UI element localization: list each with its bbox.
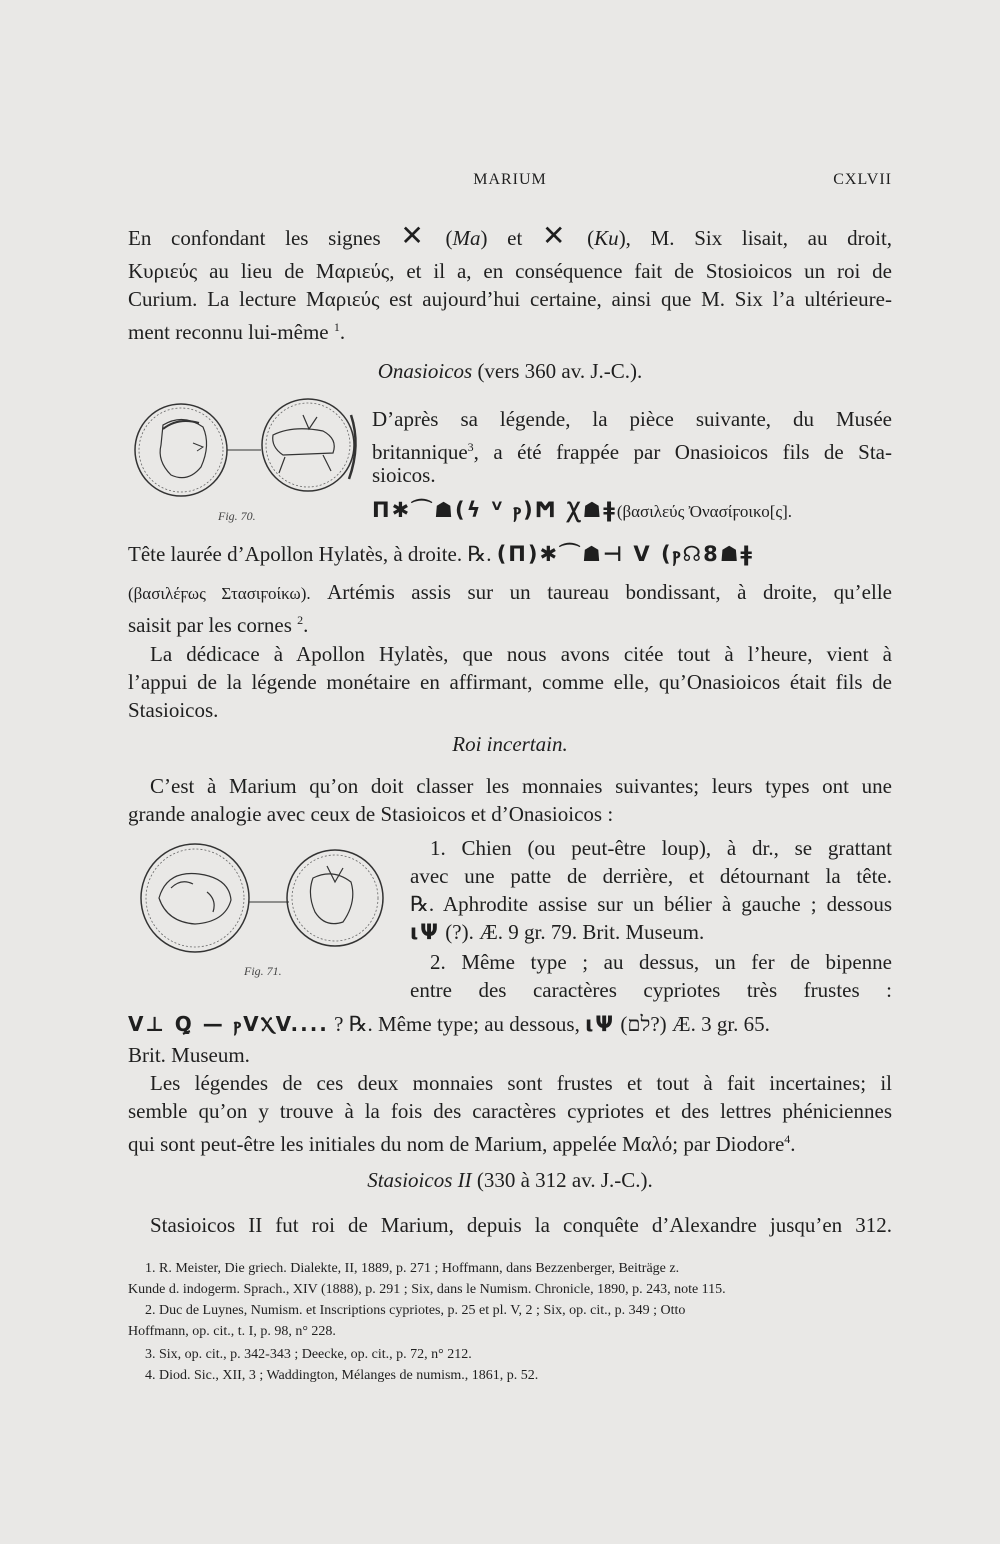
onasioicos-line6: (βασιλέϝως Στασιϝοίκω). Artémis assis sur un taureau bondissant, à droite, qu’elle [128, 580, 892, 604]
roi-conc-line3: qui sont peut-être les initiales du nom de Marium, appelée Μαλό; par Diodore$^4$. [128, 1132, 796, 1156]
para1-line2: Κυριεύς au lieu de Μαριεύς, et il a, en conséquence fait de Stosioicos un roi de [128, 259, 892, 283]
roi-item1-line4: ιΨ (?). Æ. 9 gr. 79. Brit. Museum. [410, 920, 705, 944]
stasioicos-ii-text: Stasioicos II fut roi de Marium, depuis la conquête d’Alexandre jusqu’en 312. [150, 1213, 892, 1237]
page-number: CXLVII [833, 171, 892, 188]
running-header [128, 171, 892, 201]
roi-item2-line4: Brit. Museum. [128, 1043, 250, 1067]
roi-conc-line1: Les légendes de ces deux monnaies sont frustes et tout à fait incertaines; il [150, 1071, 892, 1095]
onasioicos-line5: Tête laurée d’Apollon Hylatès, à droite. ℞. (Π)✱⌒☗⊣ V (ⲣ☊8☗ǂ [128, 542, 754, 566]
footnote-1-line2: Kunde d. indogerm. Sprach., XIV (1888), p. 291 ; Six, dans le Numism. Chronicle, 1890, p. 243, note 115. [128, 1282, 726, 1297]
para1-line4: ment reconnu lui-même $^1$. [128, 320, 346, 344]
footnote-4: 4. Diod. Sic., XII, 3 ; Waddington, Mélanges de numism., 1861, p. 52. [145, 1368, 539, 1383]
roi-item1-line1: 1. Chien (ou peut-être loup), à dr., se grattant [430, 836, 892, 860]
cypriot-legend-2: (Π)✱⌒☗⊣ V (ⲣ☊8☗ǂ [496, 542, 754, 566]
fig71-coins [137, 838, 387, 963]
dedicace-line2: l’appui de la légende monétaire en affirmant, comme elle, qu’Onasioicos était fils de [128, 670, 892, 694]
roi-item1-line3: ℞. Aphrodite assise sur un bélier à gauche ; dessous [410, 892, 892, 916]
footnote-ref-3: 3 [467, 440, 474, 454]
cypriot-sign-3: ιΨ [410, 920, 441, 944]
fig70-coins [133, 395, 363, 510]
heading-stasioicos-ii: Stasioicos II (330 à 312 av. J.-C.). [367, 1168, 653, 1192]
roi-item2-line2: entre des caractères cypriotes très frustes : [410, 978, 892, 1002]
para1-line1: En confondant les signes ✕ (Ma) et ✕ (Ku), M. Six lisait, au droit, [128, 219, 893, 252]
cypriot-legend-3: V⊥ Ꝗ — ⲣVⲬV.... [128, 1012, 329, 1036]
cypriot-sign-4: ιΨ [585, 1012, 616, 1036]
roi-item1-line2: avec une patte de derrière, et détournant la tête. [410, 864, 892, 888]
footnote-2-line2: Hoffmann, op. cit., t. I, p. 98, n° 228. [128, 1324, 336, 1339]
cypriot-sign-ma: ✕ [400, 219, 426, 252]
onasioicos-line2: britannique$^3$, a été frappée par Onasioicos fils de Sta- [372, 440, 892, 464]
footnote-ref-4: 4 [784, 1132, 791, 1146]
heading-roi-incertain: Roi incertain. [452, 732, 568, 756]
para1-line3: Curium. La lecture Μαριεύς est aujourd’hui certaine, ainsi que M. Six l’a ultérieure- [128, 287, 892, 311]
chapter-title: MARIUM [473, 171, 547, 188]
cypriot-legend-1: Π✱⌒☗(ϟ ⱽ ⲣ)Ϻ Ꭓ☗ǂ [372, 498, 617, 522]
fig71-coin-illustration [137, 838, 387, 958]
onasioicos-line3: sioicos. [372, 463, 436, 487]
dedicace-line1: La dédicace à Apollon Hylatès, que nous avons citée tout à l’heure, vient à [150, 642, 892, 666]
roi-item2-line1: 2. Même type ; au dessus, un fer de bipenne [430, 950, 892, 974]
fig70-coin-illustration [133, 395, 363, 505]
heading-onasioicos: Onasioicos (vers 360 av. J.-C.). [377, 359, 643, 383]
onasioicos-line7: saisit par les cornes $^2$. [128, 613, 309, 637]
footnote-ref-1: 1 [333, 320, 340, 334]
fig71-caption: Fig. 71. [244, 964, 282, 978]
fig70-caption: Fig. 70. [218, 509, 256, 523]
roi-item2-line3: V⊥ Ꝗ — ⲣVⲬV.... ? ℞. Même type; au dessous, ιΨ (לם?) Æ. 3 gr. 65. [128, 1012, 770, 1036]
roi-para-line1: C’est à Marium qu’on doit classer les monnaies suivantes; leurs types ont une [150, 774, 892, 798]
footnote-1-line1: 1. R. Meister, Die griech. Dialekte, II, 1889, p. 271 ; Hoffmann, dans Bezzenberger, Beiträge z. [145, 1261, 680, 1276]
onasioicos-legend-line [372, 496, 892, 526]
cypriot-sign-ku: ✕ [542, 219, 568, 252]
footnote-ref-2: 2 [297, 613, 304, 627]
onasioicos-line1: D’après sa légende, la pièce suivante, du Musée [372, 407, 892, 431]
dedicace-line3: Stasioicos. [128, 698, 219, 722]
footnote-3: 3. Six, op. cit., p. 342-343 ; Deecke, op. cit., p. 72, n° 212. [145, 1347, 472, 1362]
roi-para-line2: grande analogie avec ceux de Stasioicos et d’Onasioicos : [128, 802, 614, 826]
footnote-2-line1: 2. Duc de Luynes, Numism. et Inscriptions cypriotes, p. 25 et pl. V, 2 ; Six, op. cit., p. 349 ; Otto [145, 1303, 686, 1318]
roi-conc-line2: semble qu’on y trouve à la fois des caractères cypriotes et des lettres phéniciennes [128, 1099, 892, 1123]
greek-legend-1: (βασιλεύς Ὀνασίϝοικο[ς]. [616, 502, 792, 521]
